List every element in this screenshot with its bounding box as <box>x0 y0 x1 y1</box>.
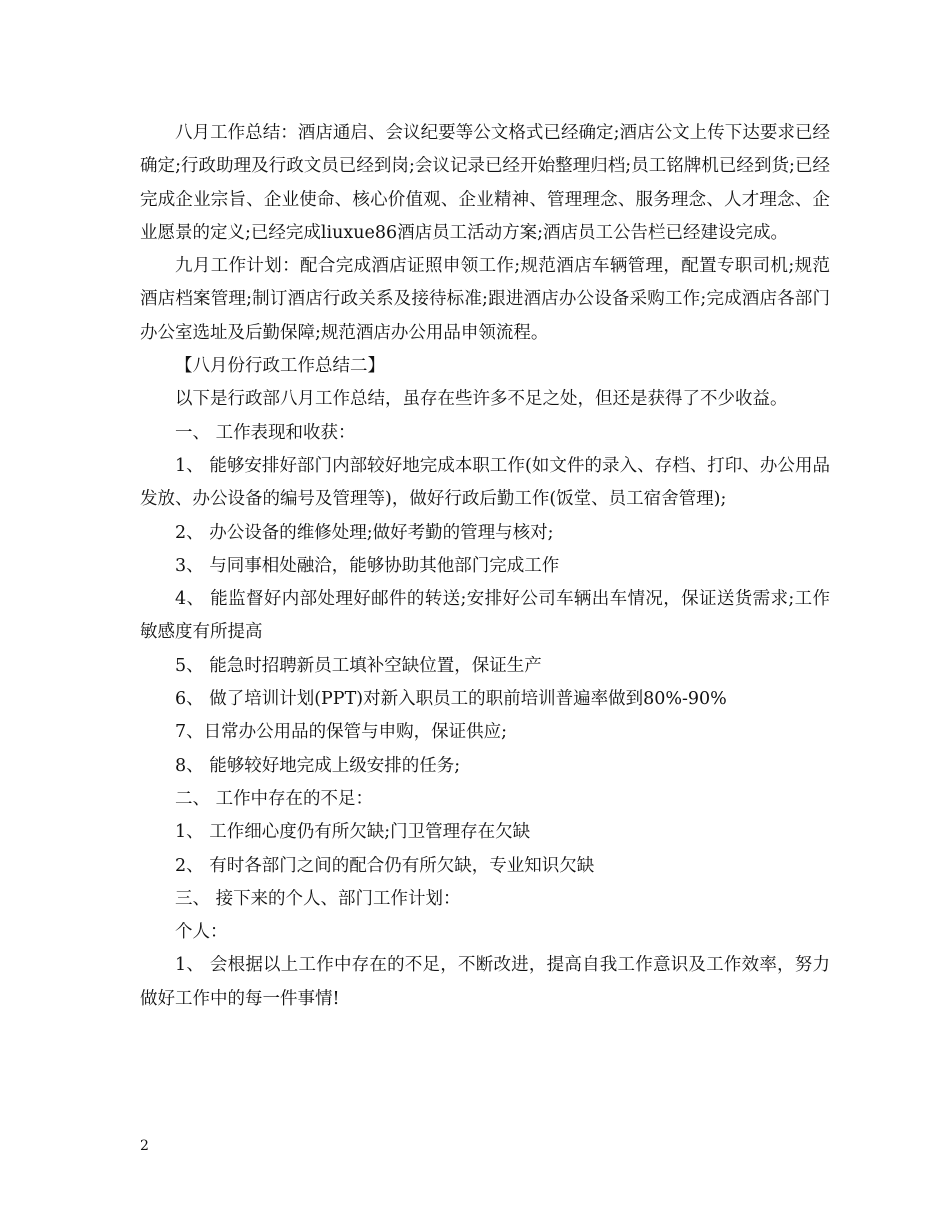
list-item: 1、 能够安排好部门内部较好地完成本职工作(如文件的录入、存档、打印、办公用品发放、办公设备的编号及管理等)，做好行政后勤工作(饭堂、员工宿舍管理); <box>140 455 830 510</box>
list-item: 8、 能够较好地完成上级安排的任务; <box>175 755 461 776</box>
paragraph-august-summary: 八月工作总结：酒店通启、会议纪要等公文格式已经确定;酒店公文上传下达要求已经确定;行政助理及行政文员已经到岗;会议记录已经开始整理归档;员工铭牌机已经到货;已经完成企业宗旨、企业使命、核心价值观、企业精神、管理理念、服务理念、人才理念、企业愿景的定义;已经完成liuxue86酒店员工活动方案;酒店员工公告栏已经建设完成。 <box>140 123 830 243</box>
page-number: 2 <box>140 1138 149 1154</box>
paragraph-intro: 以下是行政部八月工作总结，虽存在些许多不足之处，但还是获得了不少收益。 <box>175 389 788 410</box>
heading-performance: 一、 工作表现和收获： <box>175 422 356 443</box>
heading-personal: 个人： <box>175 922 228 943</box>
list-item: 6、 做了培训计划(PPT)对新入职员工的职前培训普遍率做到80%-90% <box>175 689 727 710</box>
list-item: 1、 工作细心度仍有所欠缺;门卫管理存在欠缺 <box>175 822 531 843</box>
list-item: 3、 与同事相处融洽，能够协助其他部门完成工作 <box>175 555 560 576</box>
heading-shortcomings: 二、 工作中存在的不足： <box>175 788 374 809</box>
heading-next-plan: 三、 接下来的个人、部门工作计划： <box>175 888 461 909</box>
section-heading-summary-two: 【八月份行政工作总结二】 <box>175 356 385 377</box>
list-item: 4、 能监督好内部处理好邮件的转送;安排好公司车辆出车情况，保证送货需求;工作敏感度有所提高 <box>140 589 830 643</box>
list-item: 5、 能急时招聘新员工填补空缺位置，保证生产 <box>175 655 542 676</box>
list-item: 2、 办公设备的维修处理;做好考勤的管理与核对; <box>175 522 554 543</box>
list-item: 2、 有时各部门之间的配合仍有所欠缺，专业知识欠缺 <box>175 855 595 876</box>
paragraph-september-plan: 九月工作计划：配合完成酒店证照申领工作;规范酒店车辆管理，配置专职司机;规范酒店档案管理;制订酒店行政关系及接待标准;跟进酒店办公设备采购工作;完成酒店各部门办公室选址及后勤保障;规范酒店办公用品申领流程。 <box>140 256 830 343</box>
list-item: 7、日常办公用品的保管与申购，保证供应; <box>175 722 508 743</box>
document-body <box>140 117 830 1016</box>
list-item: 1、 会根据以上工作中存在的不足，不断改进，提高自我工作意识及工作效率，努力做好工作中的每一件事情! <box>140 955 830 1009</box>
